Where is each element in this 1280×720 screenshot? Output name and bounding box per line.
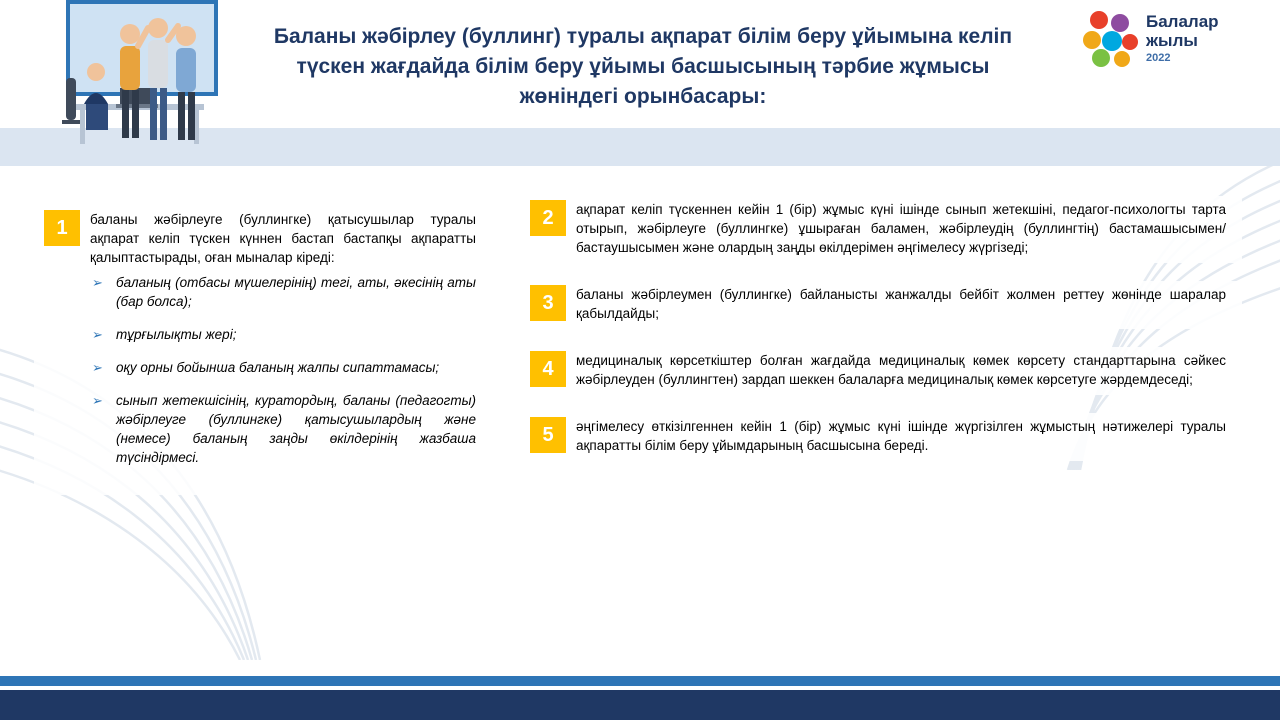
balalar-zhyly-logo [1082,8,1262,70]
list-item [90,273,476,311]
right-item-4 [530,347,1242,395]
footer-bar [0,690,1280,720]
list-item-text: оқу орны бойынша баланың жалпы сипаттамасы; [116,360,440,375]
logo-text [1146,12,1219,50]
arrow-bullet-icon: ➢ [92,360,103,375]
badge-2: 2 [530,200,566,236]
list-item [90,358,476,377]
badge-1: 1 [44,210,80,246]
logo-dots-icon [1082,10,1140,68]
logo-name-line2: жылы [1146,31,1198,50]
right-item-text: ақпарат келіп түскеннен кейін 1 (бір) жұмыс күні ішінде сынып жетекшіні, педагог-психологты тарта отырып, жәбірлеуге (буллингке) ұшыраған баламен, жәбірлеудің (буллингтің) бастамашысымен/бастаушысымен және олардың заңды өкілдерімен әңгімелесу жүргізеді; [576,202,1226,255]
left-bullet-list [90,273,476,467]
right-item-3 [530,281,1242,329]
left-body [90,210,476,481]
logo-name-line1: Балалар [1146,12,1219,31]
arrow-bullet-icon: ➢ [92,275,103,290]
page-title: Баланы жәбірлеу (буллинг) туралы ақпарат білім беру ұйымына келіп түскен жағдайда білім беру ұйымы басшысының тәрбие жұмысы жөніндегі орынбасары: [273,25,1013,108]
right-item-text: баланы жәбірлеумен (буллингке) байланысты жанжалды бейбіт жолмен реттеу жөнінде шаралар қабылдайды; [576,287,1226,321]
left-item-1 [44,210,476,481]
right-item-2 [530,196,1242,263]
list-item-text: тұрғылықты жері; [116,327,237,342]
list-item [90,391,476,467]
left-panel [34,196,486,495]
right-item-text: әңгімелесу өткізілгеннен кейін 1 (бір) жұмыс күні ішінде жүргізілген жұмыстың нәтижелері туралы ақпаратты білім беру ұйымдарының басшысына береді. [576,419,1226,453]
list-item [90,325,476,344]
right-item-text: медициналық көрсеткіштер болған жағдайда медициналық көмек көрсету стандарттарына сәйкес жәбірлеуден (буллингтен) зардап шеккен балаларға медициналық көмек көрсетуге жәрдемдеседі; [576,353,1226,387]
right-panel [530,196,1242,479]
arrow-bullet-icon: ➢ [92,393,103,408]
badge-3: 3 [530,285,566,321]
left-intro-text: баланы жәбірлеуге (буллингке) қатысушылар туралы ақпарат келіп түскен күннен бастап бастапқы ақпаратты қалыптастырады, оған мыналар кіреді: [90,212,476,265]
list-item-text: сынып жетекшісінің, куратордың, баланы (педагогты) жәбірлеуге (буллингке) қатысушылардың және (немесе) баланың заңды өкілдерінің жазбаша түсіндірмесі. [116,393,476,465]
right-item-5 [530,413,1242,461]
arrow-bullet-icon: ➢ [92,327,103,342]
badge-5: 5 [530,417,566,453]
badge-4: 4 [530,351,566,387]
footer-accent-bar [0,676,1280,686]
logo-year: 2022 [1146,52,1171,64]
list-item-text: баланың (отбасы мүшелерінің) тегі, аты, әкесінің аты (бар болса); [116,275,476,309]
team-illustration [46,0,238,166]
